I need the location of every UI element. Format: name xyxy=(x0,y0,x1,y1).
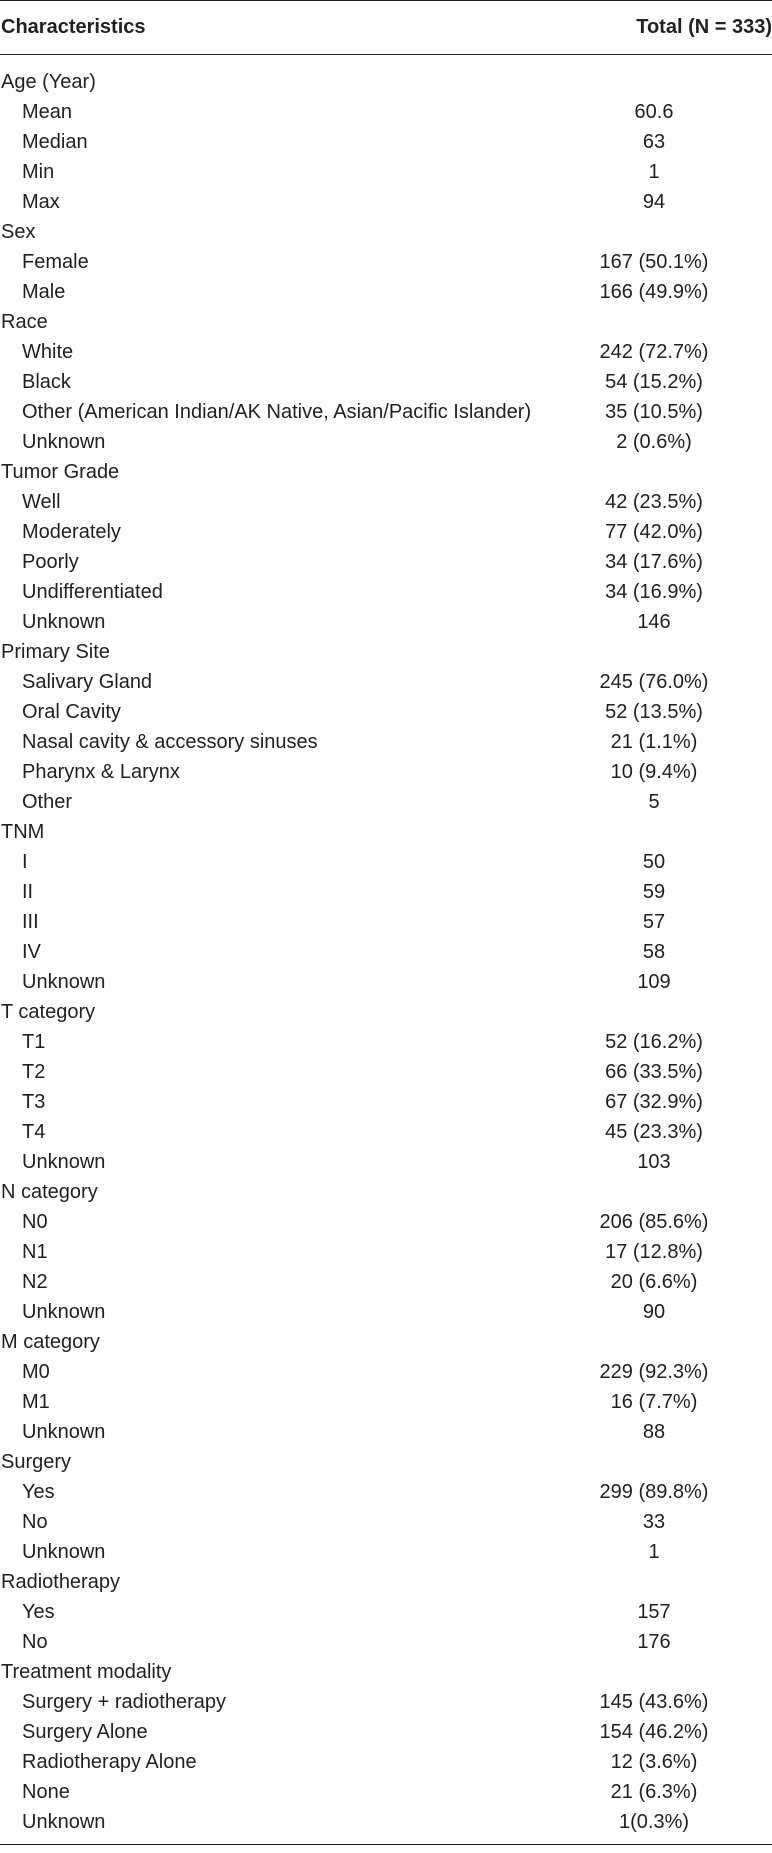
table-row xyxy=(0,667,772,697)
row-label: Salivary Gland xyxy=(22,670,153,693)
category-row xyxy=(0,997,772,1027)
table-row xyxy=(0,367,772,397)
table-row xyxy=(0,277,772,307)
row-value: 176 xyxy=(637,1630,671,1653)
row-value: 34 (17.6%) xyxy=(605,550,703,573)
header-total: Total (N = 333) xyxy=(636,16,772,38)
row-label: Unknown xyxy=(22,430,106,453)
table-row xyxy=(0,337,772,367)
row-value: 145 (43.6%) xyxy=(599,1690,709,1713)
row-label: T4 xyxy=(22,1120,46,1143)
row-label: Moderately xyxy=(22,520,121,543)
row-label: Radiotherapy Alone xyxy=(22,1750,197,1773)
table-row xyxy=(0,607,772,637)
row-label: Mean xyxy=(22,100,73,123)
category-row xyxy=(0,1567,772,1597)
row-value: 206 (85.6%) xyxy=(599,1210,709,1233)
row-label: Male xyxy=(22,280,66,303)
row-label: Unknown xyxy=(22,1540,106,1563)
category-label: T category xyxy=(1,1000,96,1023)
row-value: 154 (46.2%) xyxy=(599,1720,709,1743)
row-value: 1 xyxy=(648,1540,660,1563)
row-value: 54 (15.2%) xyxy=(605,370,703,393)
row-label: None xyxy=(22,1780,70,1803)
row-label: N0 xyxy=(22,1210,48,1233)
row-label: III xyxy=(22,910,39,933)
category-label: Primary Site xyxy=(1,640,110,663)
row-value: 5 xyxy=(648,790,660,813)
row-label: Unknown xyxy=(22,1810,106,1833)
category-row xyxy=(0,307,772,337)
row-label: IV xyxy=(22,940,41,963)
row-value: 1 xyxy=(648,160,660,183)
category-row xyxy=(0,457,772,487)
table-row xyxy=(0,1747,772,1777)
table-row xyxy=(0,1777,772,1807)
category-row xyxy=(0,1657,772,1687)
row-value: 229 (92.3%) xyxy=(599,1360,709,1383)
table-row xyxy=(0,1147,772,1177)
table-row xyxy=(0,1687,772,1717)
table-row xyxy=(0,967,772,997)
table-row xyxy=(0,1237,772,1267)
row-label: Unknown xyxy=(22,1420,106,1443)
table-row xyxy=(0,127,772,157)
row-label: Surgery + radiotherapy xyxy=(22,1690,227,1713)
row-value: 20 (6.6%) xyxy=(610,1270,698,1293)
category-row xyxy=(0,217,772,247)
row-label: Min xyxy=(22,160,55,183)
row-label: II xyxy=(22,880,34,903)
row-label: Unknown xyxy=(22,1300,106,1323)
row-label: Yes xyxy=(22,1480,55,1503)
row-value: 33 xyxy=(642,1510,666,1533)
table-row xyxy=(0,487,772,517)
row-label: N2 xyxy=(22,1270,48,1293)
row-label: Max xyxy=(22,190,60,213)
row-value: 21 (1.1%) xyxy=(610,730,698,753)
table-row xyxy=(0,547,772,577)
table-row xyxy=(0,1387,772,1417)
row-label: Unknown xyxy=(22,1150,106,1173)
table-row xyxy=(0,1417,772,1447)
category-label: Sex xyxy=(1,220,36,243)
category-label: N category xyxy=(1,1180,98,1203)
row-value: 12 (3.6%) xyxy=(610,1750,698,1773)
row-value: 146 xyxy=(637,610,671,633)
row-label: Other xyxy=(22,790,73,813)
category-label: M category xyxy=(1,1330,100,1353)
table-row xyxy=(0,727,772,757)
table-row xyxy=(0,1507,772,1537)
table-row xyxy=(0,1207,772,1237)
row-value: 90 xyxy=(642,1300,666,1323)
row-value: 103 xyxy=(637,1150,671,1173)
table-row xyxy=(0,1477,772,1507)
row-label: M0 xyxy=(22,1360,50,1383)
row-label: Black xyxy=(22,370,71,393)
row-value: 57 xyxy=(642,910,666,933)
table-row xyxy=(0,1357,772,1387)
table-row xyxy=(0,157,772,187)
table-row xyxy=(0,577,772,607)
table-row xyxy=(0,1117,772,1147)
row-value: 34 (16.9%) xyxy=(605,580,703,603)
table-row xyxy=(0,907,772,937)
table-row xyxy=(0,247,772,277)
table-row xyxy=(0,937,772,967)
category-row xyxy=(0,637,772,667)
table-row xyxy=(0,397,772,427)
row-label: I xyxy=(22,850,28,873)
table-row xyxy=(0,1627,772,1657)
row-value: 60.6 xyxy=(634,100,674,123)
category-label: Radiotherapy xyxy=(1,1570,120,1593)
category-row xyxy=(0,1327,772,1357)
category-row xyxy=(0,1177,772,1207)
row-label: Well xyxy=(22,490,61,513)
table-row xyxy=(0,847,772,877)
row-value: 167 (50.1%) xyxy=(599,250,709,273)
row-value: 10 (9.4%) xyxy=(610,760,698,783)
table-row xyxy=(0,1087,772,1117)
row-label: Yes xyxy=(22,1600,55,1623)
row-label: T2 xyxy=(22,1060,46,1083)
table-row xyxy=(0,1537,772,1567)
row-label: White xyxy=(22,340,74,363)
row-value: 77 (42.0%) xyxy=(605,520,703,543)
row-value: 45 (23.3%) xyxy=(605,1120,703,1143)
row-label: T1 xyxy=(22,1030,46,1053)
row-value: 109 xyxy=(637,970,671,993)
category-row xyxy=(0,817,772,847)
category-label: Age (Year) xyxy=(1,70,96,93)
category-label: Surgery xyxy=(1,1450,72,1473)
row-label: Other (American Indian/AK Native, Asian/Pacific Islander) xyxy=(22,400,532,423)
table-row xyxy=(0,187,772,217)
row-label: Unknown xyxy=(22,610,106,633)
table-row xyxy=(0,1597,772,1627)
category-label: Treatment modality xyxy=(1,1660,172,1683)
row-value: 299 (89.8%) xyxy=(599,1480,709,1503)
row-label: Pharynx & Larynx xyxy=(22,760,180,783)
table-row xyxy=(0,517,772,547)
row-value: 17 (12.8%) xyxy=(605,1240,703,1263)
row-value: 63 xyxy=(642,130,666,153)
table-row xyxy=(0,1717,772,1747)
table-row xyxy=(0,1807,772,1837)
row-value: 59 xyxy=(642,880,666,903)
row-label: M1 xyxy=(22,1390,50,1413)
row-value: 157 xyxy=(637,1600,671,1623)
row-label: Nasal cavity & accessory sinuses xyxy=(22,730,318,753)
table-row xyxy=(0,697,772,727)
row-label: Surgery Alone xyxy=(22,1720,148,1743)
row-value: 94 xyxy=(642,190,666,213)
row-label: Unknown xyxy=(22,970,106,993)
category-row xyxy=(0,1447,772,1477)
row-value: 35 (10.5%) xyxy=(605,400,703,423)
row-value: 67 (32.9%) xyxy=(605,1090,703,1113)
category-row xyxy=(0,67,772,97)
row-label: No xyxy=(22,1510,48,1533)
table-row xyxy=(0,787,772,817)
row-value: 66 (33.5%) xyxy=(605,1060,703,1083)
row-label: Female xyxy=(22,250,89,273)
row-label: T3 xyxy=(22,1090,46,1113)
table-row xyxy=(0,877,772,907)
row-label: N1 xyxy=(22,1240,48,1263)
row-value: 166 (49.9%) xyxy=(599,280,709,303)
bottom-rule xyxy=(0,1844,772,1845)
row-value: 245 (76.0%) xyxy=(599,670,709,693)
category-label: Tumor Grade xyxy=(1,460,120,483)
row-value: 2 (0.6%) xyxy=(616,430,692,453)
table-row xyxy=(0,1027,772,1057)
row-value: 52 (16.2%) xyxy=(605,1030,703,1053)
row-label: Median xyxy=(22,130,88,153)
row-value: 16 (7.7%) xyxy=(610,1390,698,1413)
row-label: Undifferentiated xyxy=(22,580,163,603)
table-row xyxy=(0,1267,772,1297)
row-value: 42 (23.5%) xyxy=(605,490,703,513)
row-label: No xyxy=(22,1630,48,1653)
row-label: Oral Cavity xyxy=(22,700,121,723)
row-value: 58 xyxy=(642,940,666,963)
table-row xyxy=(0,97,772,127)
row-value: 1(0.3%) xyxy=(618,1810,690,1833)
table-row xyxy=(0,757,772,787)
category-label: Race xyxy=(1,310,48,333)
header-characteristics: Characteristics xyxy=(1,16,146,38)
row-value: 242 (72.7%) xyxy=(599,340,709,363)
row-label: Poorly xyxy=(22,550,79,573)
table-row xyxy=(0,427,772,457)
row-value: 50 xyxy=(642,850,666,873)
row-value: 88 xyxy=(642,1420,666,1443)
row-value: 52 (13.5%) xyxy=(605,700,703,723)
category-label: TNM xyxy=(1,820,45,843)
table-row xyxy=(0,1297,772,1327)
table-body xyxy=(0,55,772,1837)
row-value: 21 (6.3%) xyxy=(610,1780,698,1803)
table-header xyxy=(0,1,772,54)
table-row xyxy=(0,1057,772,1087)
